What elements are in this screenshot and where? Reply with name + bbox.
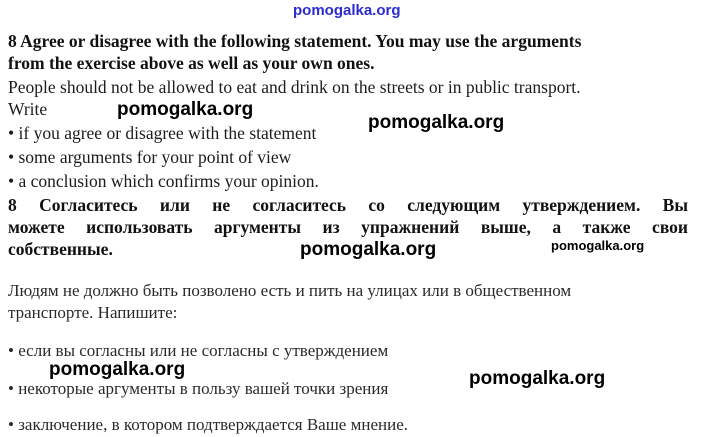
russian-bullet-3: • заключение, в котором подтверждается Ваше мнение. [8, 415, 408, 434]
russian-bullet-2: • некоторые аргументы в пользу вашей точки зрения [8, 379, 389, 398]
watermark-2: pomogalka.org [368, 112, 505, 133]
english-statement: People should not be allowed to eat and drink on the streets or in public transport. [8, 77, 581, 97]
russian-bullet-1: • если вы согласны или не согласны с утверждением [8, 341, 389, 360]
english-write-label: Write [8, 99, 48, 119]
watermark-3: pomogalka.org [300, 239, 437, 260]
russian-statement-line-1: Людям не должно быть позволено есть и пить на улицах или в общественном [8, 281, 572, 300]
watermark-4: pomogalka.org [551, 238, 645, 253]
russian-heading-line-3: собственные. [8, 239, 113, 259]
russian-heading-line-2: можете использовать аргументы из упражнений выше, а также свои [8, 217, 688, 237]
watermark-5: pomogalka.org [49, 359, 186, 380]
watermark-6: pomogalka.org [469, 368, 606, 389]
watermark-top: pomogalka.org [293, 2, 401, 19]
english-heading-line-2: from the exercise above as well as your own ones. [8, 53, 375, 73]
english-bullet-1: • if you agree or disagree with the statement [8, 123, 317, 143]
watermark-1: pomogalka.org [117, 99, 254, 120]
english-bullet-3: • a conclusion which confirms your opinion. [8, 171, 319, 191]
english-bullet-2: • some arguments for your point of view [8, 147, 292, 167]
russian-heading-line-1: 8 Согласитесь или не согласитесь со следующим утверждением. Вы [8, 195, 688, 215]
english-heading-line-1: 8 Agree or disagree with the following statement. You may use the arguments [8, 31, 582, 51]
russian-statement-line-2: транспорте. Напишите: [8, 303, 178, 322]
